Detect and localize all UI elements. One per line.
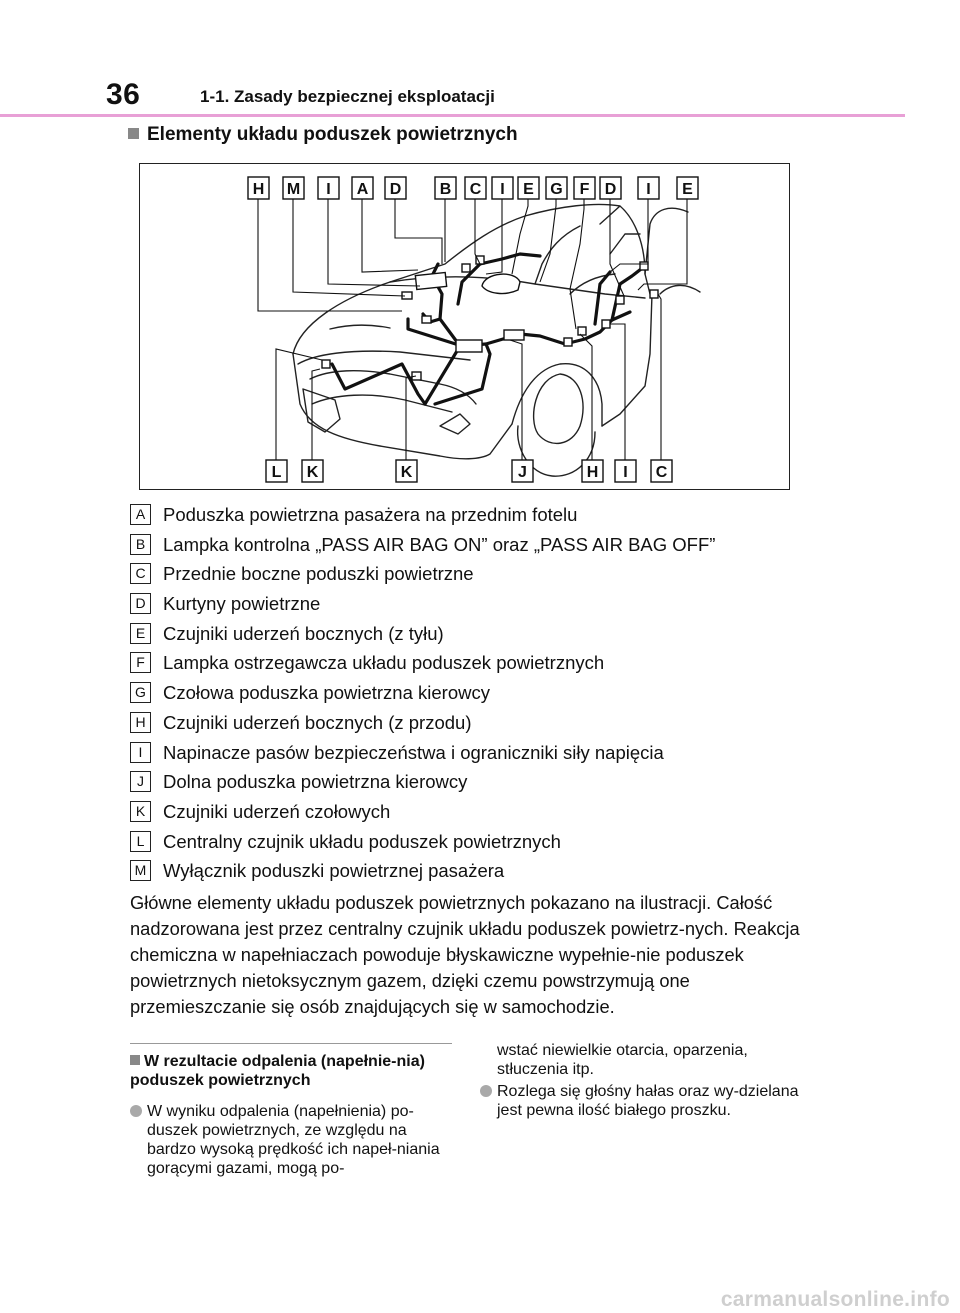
- legend-text: Wyłącznik poduszki powietrznej pasażera: [163, 860, 505, 882]
- bottom-callout-c-text: C: [655, 464, 668, 481]
- sidebar-heading: [130, 1052, 450, 1090]
- bottom-callout-i-text: I: [623, 464, 628, 481]
- top-callout-a: [352, 177, 373, 199]
- header-rule: [0, 114, 905, 117]
- bottom-callout-k: [396, 460, 417, 482]
- legend-item-g: [130, 680, 830, 710]
- round-bullet-icon: [480, 1085, 492, 1097]
- legend-text: Lampka ostrzegawcza układu poduszek powietrznych: [163, 652, 605, 674]
- top-callout-d-text: D: [389, 181, 402, 198]
- top-callout-m-text: M: [286, 181, 301, 198]
- top-callout-d: [600, 177, 621, 199]
- legend-text: Czujniki uderzeń bocznych (z tyłu): [163, 622, 444, 644]
- body-paragraph: Główne elementy układu poduszek powietrznych pokazano na ilustracji. Całość nadzorowana jest przez centralny czujnik układu poduszek powietrz-nych. Reakcja chemiczna w napełniaczach powoduje błyskawiczne wypełnie-nie poduszek powietrznych nietoksycznym gazem, dzięki czemu powstrzymują one przemieszczanie się osób znajdujących się w samochodzie.: [130, 892, 800, 1017]
- legend-item-h: [130, 710, 830, 740]
- bottom-callout-h: [582, 460, 603, 482]
- legend-text: Poduszka powietrzna pasażera na przednim fotelu: [163, 504, 578, 525]
- legend-key: F: [130, 652, 151, 673]
- page-heading: [128, 124, 518, 146]
- top-callout-c-text: C: [469, 181, 482, 198]
- bottom-callout-j: [512, 460, 533, 482]
- bottom-callout-j-text: J: [518, 464, 527, 481]
- bullet-noise: [480, 1082, 800, 1120]
- top-callout-i: [318, 177, 339, 199]
- bottom-callout-h-text: H: [586, 464, 599, 481]
- legend-item-a: [130, 502, 830, 532]
- bottom-callout-l-text: L: [271, 464, 282, 481]
- bullet-burns-continued: wstać niewielkie otarcia, oparzenia, stłuczenia itp.: [497, 1042, 748, 1078]
- top-callout-i: [492, 177, 513, 199]
- legend-text: Czołowa poduszka powietrzna kierowcy: [163, 682, 490, 704]
- watermark: carmanualsonline.info: [720, 1288, 950, 1311]
- top-callout-i-text: I: [500, 181, 505, 198]
- bullet-burns: [130, 1102, 452, 1178]
- legend-item-l: [130, 829, 830, 859]
- legend-text: Kurtyny powietrzne: [163, 593, 321, 615]
- airbag-figure: [139, 163, 790, 490]
- legend-key: I: [130, 742, 151, 763]
- legend-item-m: [130, 858, 830, 888]
- bullet-noise-text: Rozlega się głośny hałas oraz wy-dzielana jest pewna ilość białego proszku.: [497, 1083, 799, 1119]
- top-callout-m: [283, 177, 304, 199]
- legend-text: Lampka kontrolna „PASS AIR BAG ON” oraz „PASS AIR BAG OFF”: [163, 533, 716, 555]
- legend-text: Dolna poduszka powietrzna kierowcy: [163, 771, 468, 793]
- legend-text: Czujniki uderzeń bocznych (z przodu): [163, 711, 472, 733]
- legend-item-d: [130, 591, 830, 621]
- legend-key: A: [130, 504, 151, 525]
- legend-key: K: [130, 801, 151, 822]
- top-callout-i: [638, 177, 659, 199]
- legend-key: E: [130, 623, 151, 644]
- figure-callout-labels: [248, 177, 698, 482]
- top-callout-b: [435, 177, 456, 199]
- legend-item-b: [130, 532, 830, 562]
- top-callout-h: [248, 177, 269, 199]
- top-callout-e: [518, 177, 539, 199]
- legend-item-j: [130, 769, 830, 799]
- section-title: 1-1. Zasady bezpiecznej eksploatacji: [200, 87, 495, 106]
- top-callout-i-text: I: [646, 181, 651, 198]
- page-number: 36: [106, 78, 141, 111]
- top-callout-d: [385, 177, 406, 199]
- legend-key: M: [130, 860, 151, 881]
- bottom-callout-k: [302, 460, 323, 482]
- legend-key: G: [130, 682, 151, 703]
- legend-text: Napinacze pasów bezpieczeństwa i ograniczniki siły napięcia: [163, 741, 664, 763]
- legend-list: [130, 502, 830, 888]
- legend-text: Przednie boczne poduszki powietrzne: [163, 563, 474, 585]
- top-callout-e: [677, 177, 698, 199]
- top-callout-a-text: A: [356, 181, 369, 198]
- airbag-harness: [332, 254, 645, 404]
- round-bullet-icon: [130, 1105, 142, 1117]
- top-callout-e-text: E: [682, 181, 693, 198]
- top-callout-g-text: G: [550, 181, 563, 198]
- top-callout-d-text: D: [604, 181, 617, 198]
- bottom-callout-k-text: K: [400, 464, 413, 481]
- sidebar-heading-text: W rezultacie odpalenia (napełnie-nia) poduszek powietrznych: [130, 1053, 425, 1089]
- legend-item-i: [130, 740, 830, 770]
- legend-item-e: [130, 621, 830, 651]
- legend-key: J: [130, 771, 151, 792]
- top-callout-f: [574, 177, 595, 199]
- legend-key: H: [130, 712, 151, 733]
- airbag-diagram: [140, 164, 791, 491]
- legend-item-k: [130, 799, 830, 829]
- bottom-callout-c: [651, 460, 672, 482]
- bottom-callout-k-text: K: [306, 464, 319, 481]
- top-callout-f-text: F: [579, 181, 590, 198]
- legend-item-f: [130, 650, 830, 680]
- bullet-burns-text: W wyniku odpalenia (napełnienia) po-duszek powietrznych, ze względu na bardzo wysoką prędkość ich napeł-niania gorącymi gazami, mogą po-: [147, 1103, 440, 1177]
- legend-key: C: [130, 563, 151, 584]
- legend-key: D: [130, 593, 151, 614]
- legend-text: Centralny czujnik układu poduszek powietrznych: [163, 830, 561, 852]
- top-callout-c: [465, 177, 486, 199]
- square-bullet-icon: [128, 128, 139, 139]
- legend-key: B: [130, 534, 151, 555]
- page-heading-text: Elementy układu poduszek powietrznych: [147, 124, 518, 145]
- bottom-callout-l: [266, 460, 287, 482]
- sidebar-rule: [130, 1043, 452, 1044]
- bottom-callout-i: [615, 460, 636, 482]
- legend-item-c: [130, 561, 830, 591]
- legend-key: L: [130, 831, 151, 852]
- top-callout-g: [546, 177, 567, 199]
- top-callout-h-text: H: [252, 181, 265, 198]
- top-callout-i-text: I: [326, 181, 331, 198]
- top-callout-e-text: E: [523, 181, 534, 198]
- top-callout-b-text: B: [439, 181, 452, 198]
- square-bullet-icon: [130, 1055, 140, 1065]
- legend-text: Czujniki uderzeń czołowych: [163, 800, 391, 822]
